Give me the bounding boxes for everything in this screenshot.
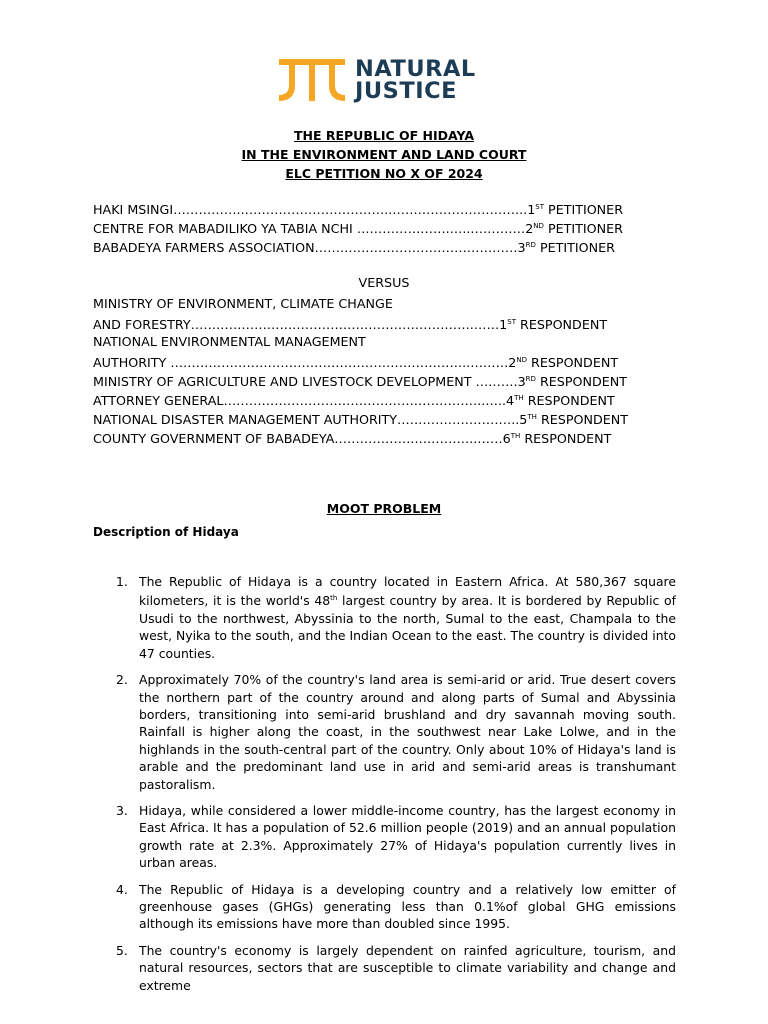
paragraph-text: The Republic of Hidaya is a developing country and a relatively low emitter of greenhouse gases (GHGs) generating less than 0.1%of global GHG emissions although its emissions have more than doubled since 1995. <box>139 881 676 932</box>
logo-wordmark <box>355 58 476 102</box>
respondent-row: COUNTY GOVERNMENT OF BABADEYA………………..…………..……6TH RESPONDENT <box>93 431 612 446</box>
description-heading: Description of Hidaya <box>93 525 239 539</box>
paragraph-text: The country's economy is largely dependent on rainfed agriculture, tourism, and natural resources, sectors that are susceptible to climate variability and change and extreme <box>139 942 676 993</box>
list-item <box>116 881 676 933</box>
paragraph-text: The Republic of Hidaya is a country located in Eastern Africa. At 580,367 square kilometers, it is the world's 48th largest country by area. It is bordered by Republic of Usudi to the northwest, Abyssinia to the north, Sumal to the east, Champala to the west, Nyika to the south, and the Indian Ocean to the east. The country is divided into 47 counties. <box>139 574 676 661</box>
respondent-row: MINISTRY OF AGRICULTURE AND LIVESTOCK DEVELOPMENT ……….3RD RESPONDENT <box>93 374 628 389</box>
logo-line-2: JUSTICE <box>355 78 457 104</box>
title-republic: THE REPUBLIC OF HIDAYA <box>293 128 475 143</box>
natural-justice-logo-icon <box>279 57 345 103</box>
petitioner-row: CENTRE FOR MABADILIKO YA TABIA NCHI ………………….…...…………2ND PETITIONER <box>93 221 623 236</box>
petitioner-row: BABADEYA FARMERS ASSOCIATION…………………………………………3RD PETITIONER <box>93 240 615 255</box>
respondent-row: AND FORESTRY………………………………………………………….……1ST RESPONDENT <box>93 317 608 332</box>
logo-line-1: NATURAL <box>355 56 476 82</box>
paragraph-text: Hidaya, while considered a lower middle-income country, has the largest economy in East Africa. It has a population of 52.6 million people (2019) and an annual population growth rate at 2.3%. Approximately 27% of Hidaya's population currently lives in urban areas. <box>139 803 676 871</box>
natural-justice-logo <box>279 55 509 105</box>
respondent-row: MINISTRY OF ENVIRONMENT, CLIMATE CHANGE <box>93 296 393 311</box>
paragraph-number: 4. <box>116 881 128 897</box>
case-title-block <box>0 126 768 183</box>
paragraph-number: 3. <box>116 803 128 818</box>
numbered-paragraph-list <box>116 573 676 1003</box>
paragraph-text: Approximately 70% of the country's land area is semi-arid or arid. True desert covers the northern part of the country around and along parts of Sumal and Abyssinia borders, transitioning into semi-arid brushland and dry savannah moving south. Rainfall is higher along the coast, in the southwest near Lake Lolwe, and in the highlands in the south-central part of the country. Only about 10% of Hidaya's land is arable and the predominant land use in arid and semi-arid areas is transhumant pastoralism. <box>139 672 676 792</box>
title-court: IN THE ENVIRONMENT AND LAND COURT <box>241 147 527 162</box>
paragraph-number: 5. <box>116 942 128 958</box>
respondent-row: NATIONAL DISASTER MANAGEMENT AUTHORITY………………………..5TH RESPONDENT <box>93 412 628 427</box>
paragraph-number: 1. <box>116 574 128 589</box>
respondent-row: AUTHORITY ……………………………………………………………..………2ND RESPONDENT <box>93 355 619 370</box>
respondent-row: NATIONAL ENVIRONMENTAL MANAGEMENT <box>93 334 366 349</box>
list-item <box>116 942 676 994</box>
paragraph-number: 2. <box>116 672 128 688</box>
respondent-row: ATTORNEY GENERAL……………………………………………………..…..4TH RESPONDENT <box>93 393 615 408</box>
petitioner-row: HAKI MSINGI……………..……………………………..…………………………..1ST PETITIONER <box>93 202 624 217</box>
list-item <box>116 671 676 793</box>
title-petition-number: ELC PETITION NO X OF 2024 <box>285 166 483 181</box>
versus-label: VERSUS <box>358 275 410 290</box>
list-item <box>116 573 676 662</box>
moot-problem-heading: MOOT PROBLEM <box>326 501 442 516</box>
list-item <box>116 802 676 872</box>
